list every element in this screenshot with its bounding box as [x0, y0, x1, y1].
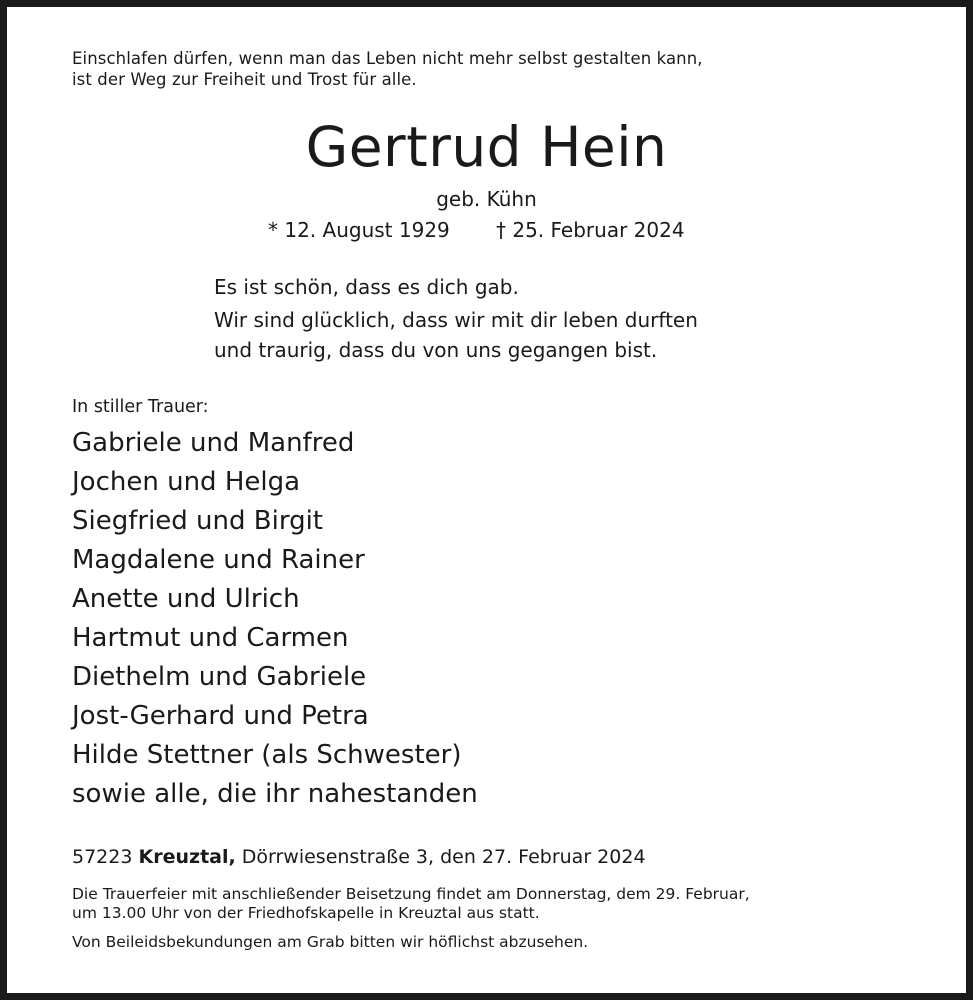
poem-line-3: und traurig, dass du von uns gegangen bist. — [214, 338, 658, 362]
poem — [214, 272, 698, 365]
postcode: 57223 — [72, 846, 133, 868]
mourner: Jochen und Helga — [72, 467, 301, 497]
address-line — [72, 843, 646, 871]
condolence-note: Von Beileidsbekundungen am Grab bitten wir höflichst abzusehen. — [72, 933, 589, 951]
service-line-1: Die Trauerfeier mit anschließender Beisetzung findet am Donnerstag, dem 29. Februar, — [72, 885, 750, 903]
mourner: Siegfried und Birgit — [72, 506, 323, 536]
mourner: Gabriele und Manfred — [72, 428, 355, 458]
death-date: † 25. Februar 2024 — [496, 218, 685, 242]
mourners-list — [72, 424, 478, 814]
mourner: Diethelm und Gabriele — [72, 662, 367, 692]
mourner: sowie alle, die ihr nahestanden — [72, 779, 478, 809]
mourner: Magdalene und Rainer — [72, 545, 365, 575]
poem-line-2: Wir sind glücklich, dass wir mit dir leben durften — [214, 308, 698, 332]
birth-name: geb. Kühn — [436, 187, 537, 211]
mourner: Hartmut und Carmen — [72, 623, 349, 653]
mourner: Hilde Stettner (als Schwester) — [72, 740, 462, 770]
motto-line-2: ist der Weg zur Freiheit und Trost für alle. — [72, 70, 417, 89]
address-rest: Dörrwiesenstraße 3, den 27. Februar 2024 — [241, 846, 646, 868]
motto — [72, 48, 703, 90]
mourner: Jost-Gerhard und Petra — [72, 701, 369, 731]
mourner: Anette und Ulrich — [72, 584, 300, 614]
deceased-name: Gertrud Hein — [305, 115, 668, 179]
mourning-label: In stiller Trauer: — [72, 397, 209, 417]
city: Kreuztal, — [138, 846, 236, 868]
service-info — [72, 885, 750, 923]
service-line-2: um 13.00 Uhr von der Friedhofskapelle in Kreuztal aus statt. — [72, 904, 540, 922]
birth-date: * 12. August 1929 — [268, 218, 450, 242]
poem-line-1: Es ist schön, dass es dich gab. — [214, 275, 519, 299]
motto-line-1: Einschlafen dürfen, wenn man das Leben nicht mehr selbst gestalten kann, — [72, 49, 703, 68]
